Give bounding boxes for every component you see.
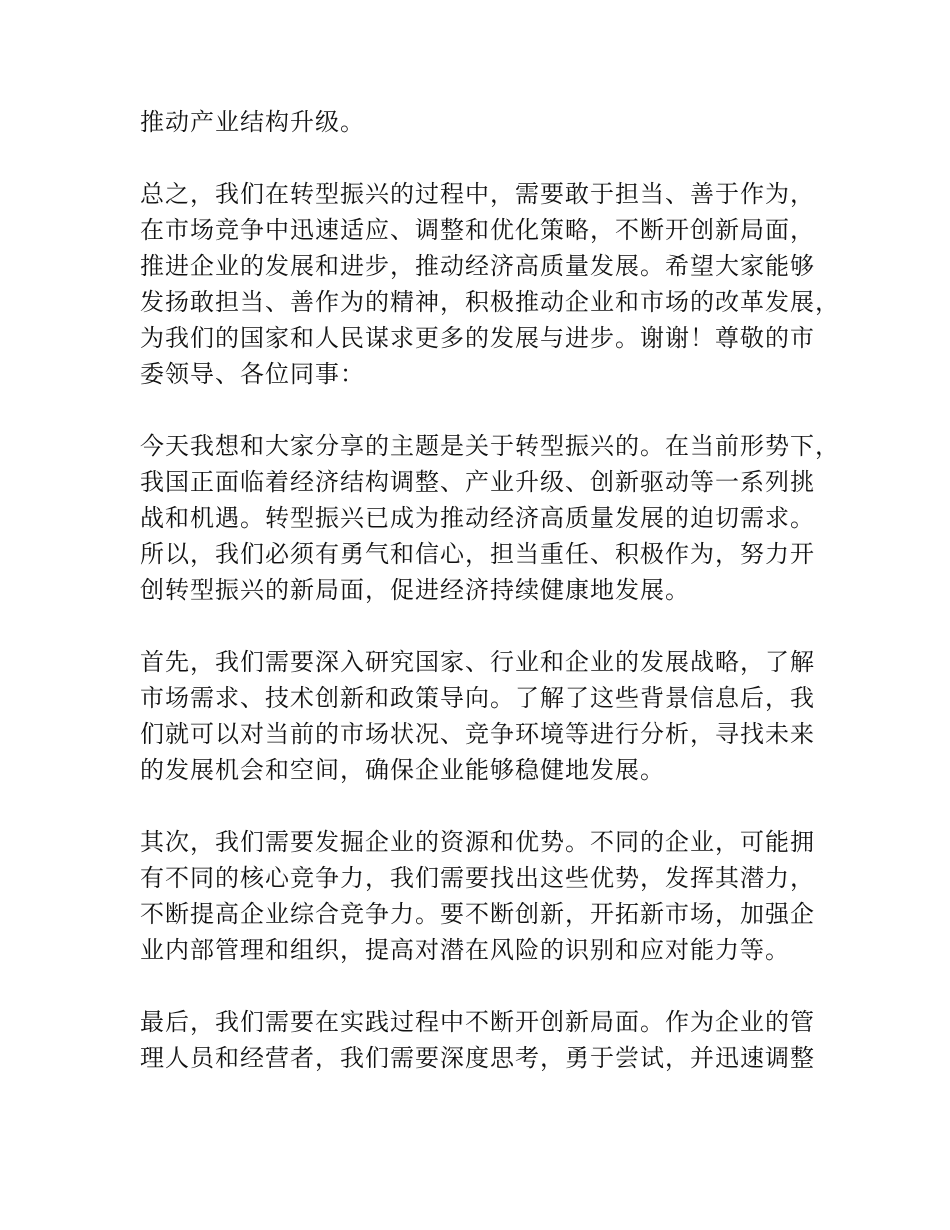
text-line: 发扬敢担当、善作为的精神，积极推动企业和市场的改革发展， [140, 288, 840, 316]
text-line: 其次，我们需要发掘企业的资源和优势。不同的企业，可能拥 [140, 828, 815, 856]
text-line: 为我们的国家和人民谋求更多的发展与进步。谢谢！尊敬的市 [140, 324, 815, 352]
text-line: 推进企业的发展和进步，推动经济高质量发展。希望大家能够 [140, 252, 815, 280]
text-line: 推动产业结构升级。 [140, 108, 365, 136]
text-line: 战和机遇。转型振兴已成为推动经济高质量发展的迫切需求。 [140, 504, 815, 532]
text-line: 们就可以对当前的市场状况、竞争环境等进行分析，寻找未来 [140, 720, 815, 748]
text-line: 市场需求、技术创新和政策导向。了解了这些背景信息后，我 [140, 684, 815, 712]
text-line: 首先，我们需要深入研究国家、行业和企业的发展战略，了解 [140, 648, 815, 676]
text-line: 创转型振兴的新局面，促进经济持续健康地发展。 [140, 576, 690, 604]
text-line: 理人员和经营者，我们需要深度思考，勇于尝试，并迅速调整 [140, 1044, 815, 1072]
text-line: 不断提高企业综合竞争力。要不断创新，开拓新市场，加强企 [140, 900, 815, 928]
text-line: 所以，我们必须有勇气和信心，担当重任、积极作为，努力开 [140, 540, 815, 568]
text-line: 我国正面临着经济结构调整、产业升级、创新驱动等一系列挑 [140, 468, 815, 496]
text-line: 今天我想和大家分享的主题是关于转型振兴的。在当前形势下， [140, 432, 840, 460]
text-line: 最后，我们需要在实践过程中不断开创新局面。作为企业的管 [140, 1008, 815, 1036]
text-line: 的发展机会和空间，确保企业能够稳健地发展。 [140, 756, 665, 784]
text-line: 总之，我们在转型振兴的过程中，需要敢于担当、善于作为， [140, 180, 815, 208]
text-line: 委领导、各位同事： [140, 360, 365, 388]
text-line: 有不同的核心竞争力，我们需要找出这些优势，发挥其潜力， [140, 864, 815, 892]
text-line: 业内部管理和组织，提高对潜在风险的识别和应对能力等。 [140, 936, 790, 964]
text-line: 在市场竞争中迅速适应、调整和优化策略，不断开创新局面， [140, 216, 815, 244]
